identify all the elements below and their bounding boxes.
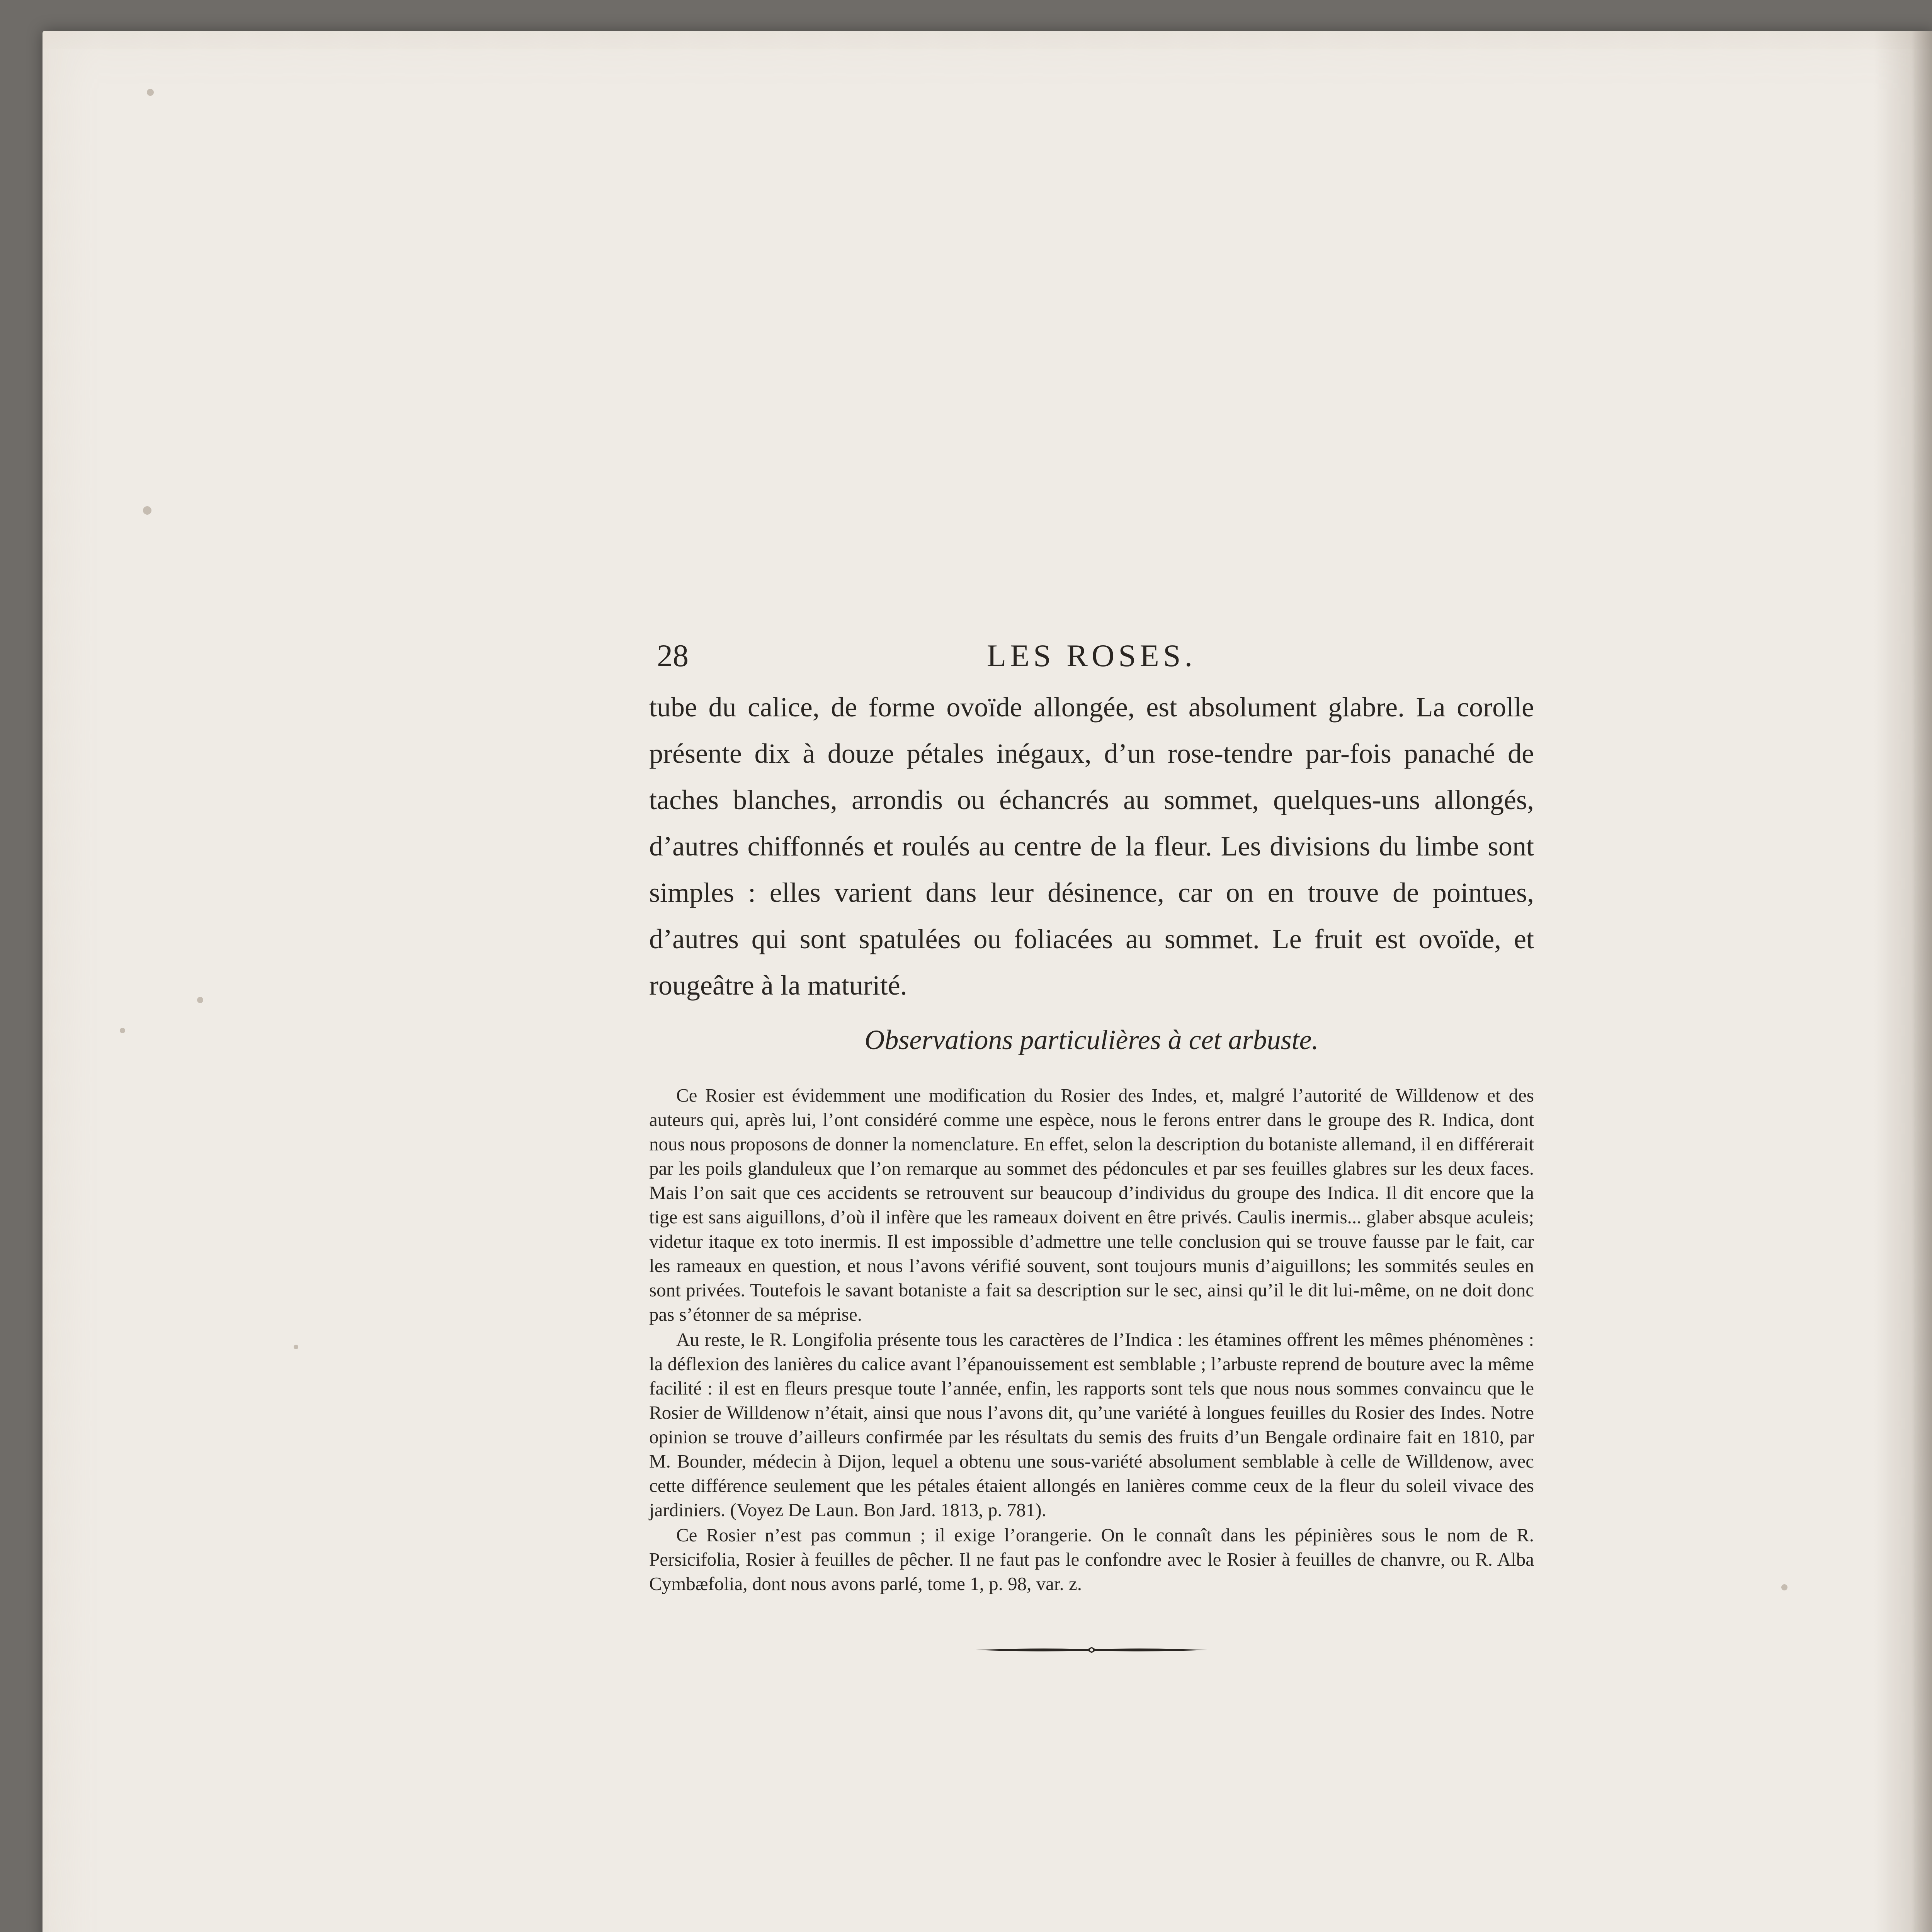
- ornamental-divider: [976, 1642, 1208, 1658]
- observation-paragraph-2: Au reste, le R. Longifolia présente tous les caractères de l’Indica : les étamines offrent les mêmes phénomènes : la déflexion des lanières du calice avant l’épanouissement est semblable ; l’arbuste reprend de bouture avec la même facilité : il est en fleurs presque toute l’année, enfin, les rapports sont tels que nous nous sommes convaincu que le Rosier de Willdenow n’était, ainsi que nous l’avons dit, qu’une variété à longues feuilles du Rosier des Indes. Notre opinion se trouve d’ailleurs confirmée par les résultats du semis des fruits d’un Bengale ordinaire fait en 1810, par M. Bounder, médecin à Dijon, lequel a obtenu une sous-variété absolument semblable à celle de Willdenow, avec cette différence seulement que les pétales étaient allongés en lanières comme ceux de la fleur du soleil vivace des jardiniers. (Voyez De Laun. Bon Jard. 1813, p. 781).: [649, 1329, 1534, 1520]
- running-head: [649, 634, 1534, 684]
- foxing-spot: [294, 1345, 298, 1349]
- foxing-spot: [143, 506, 151, 515]
- running-title: LES ROSES.: [987, 638, 1196, 673]
- main-paragraph: tube du calice, de forme ovoïde allongée, est absolument glabre. La corolle présente dix à douze pétales inégaux, d’un rose-tendre par-fois panaché de taches blanches, arrondis ou échancrés au sommet, quelques-uns allongés, d’autres chiffonnés et roulés au centre de la fleur. Les divisions du limbe sont simples : elles varient dans leur désinence, car on en trouve de pointues, d’autres qui sont spatulées ou foliacées au sommet. Le fruit est ovoïde, et rougeâtre à la maturité.: [649, 692, 1534, 1001]
- foxing-spot: [1781, 1584, 1787, 1590]
- foxing-spot: [147, 89, 154, 96]
- foxing-spot: [197, 997, 203, 1003]
- page-number: 28: [657, 638, 689, 673]
- observation-paragraph-3: Ce Rosier n’est pas commun ; il exige l’orangerie. On le connaît dans les pépinières sous le nom de R. Persicifolia, Rosier à feuilles de pêcher. Il ne faut pas le confondre avec le Rosier à feuilles de chanvre, ou R. Alba Cymbæfolia, dont nous avons parlé, tome 1, p. 98, var. z.: [649, 1524, 1534, 1594]
- page-gutter-shadow: [1874, 31, 1932, 1932]
- foxing-spot: [120, 1028, 125, 1033]
- text-block: [649, 634, 1534, 1658]
- observation-paragraph-1: Ce Rosier est évidemment une modification du Rosier des Indes, et, malgré l’autorité de Willdenow et des auteurs qui, après lui, l’ont considéré comme une espèce, nous le ferons entrer dans le groupe des R. Indica, dont nous nous proposons de donner la nomenclature. En effet, selon la description du botaniste allemand, il en différerait par les poils glanduleux que l’on remarque au sommet des pédoncules et par ses feuilles glabres sur les deux faces. Mais l’on sait que ces accidents se retrouvent sur beaucoup d’individus du groupe des Indica. Il dit encore que la tige est sans aiguillons, d’où il infère que les rameaux doivent en être privés. Caulis inermis... glaber absque aculeis; videtur itaque ex toto inermis. Il est impossible d’admettre une telle conclusion qui se trouve fausse par le fait, car les rameaux en question, et nous l’avons vérifié souvent, sont toujours munis d’aiguillons; les sommités seules en sont privées. Toutefois le savant botaniste a fait sa description sur le sec, ainsi qu’il le dit lui-même, on ne doit donc pas s’étonner de sa méprise.: [649, 1085, 1534, 1325]
- section-title: Observations particulières à cet arbuste.: [864, 1024, 1319, 1055]
